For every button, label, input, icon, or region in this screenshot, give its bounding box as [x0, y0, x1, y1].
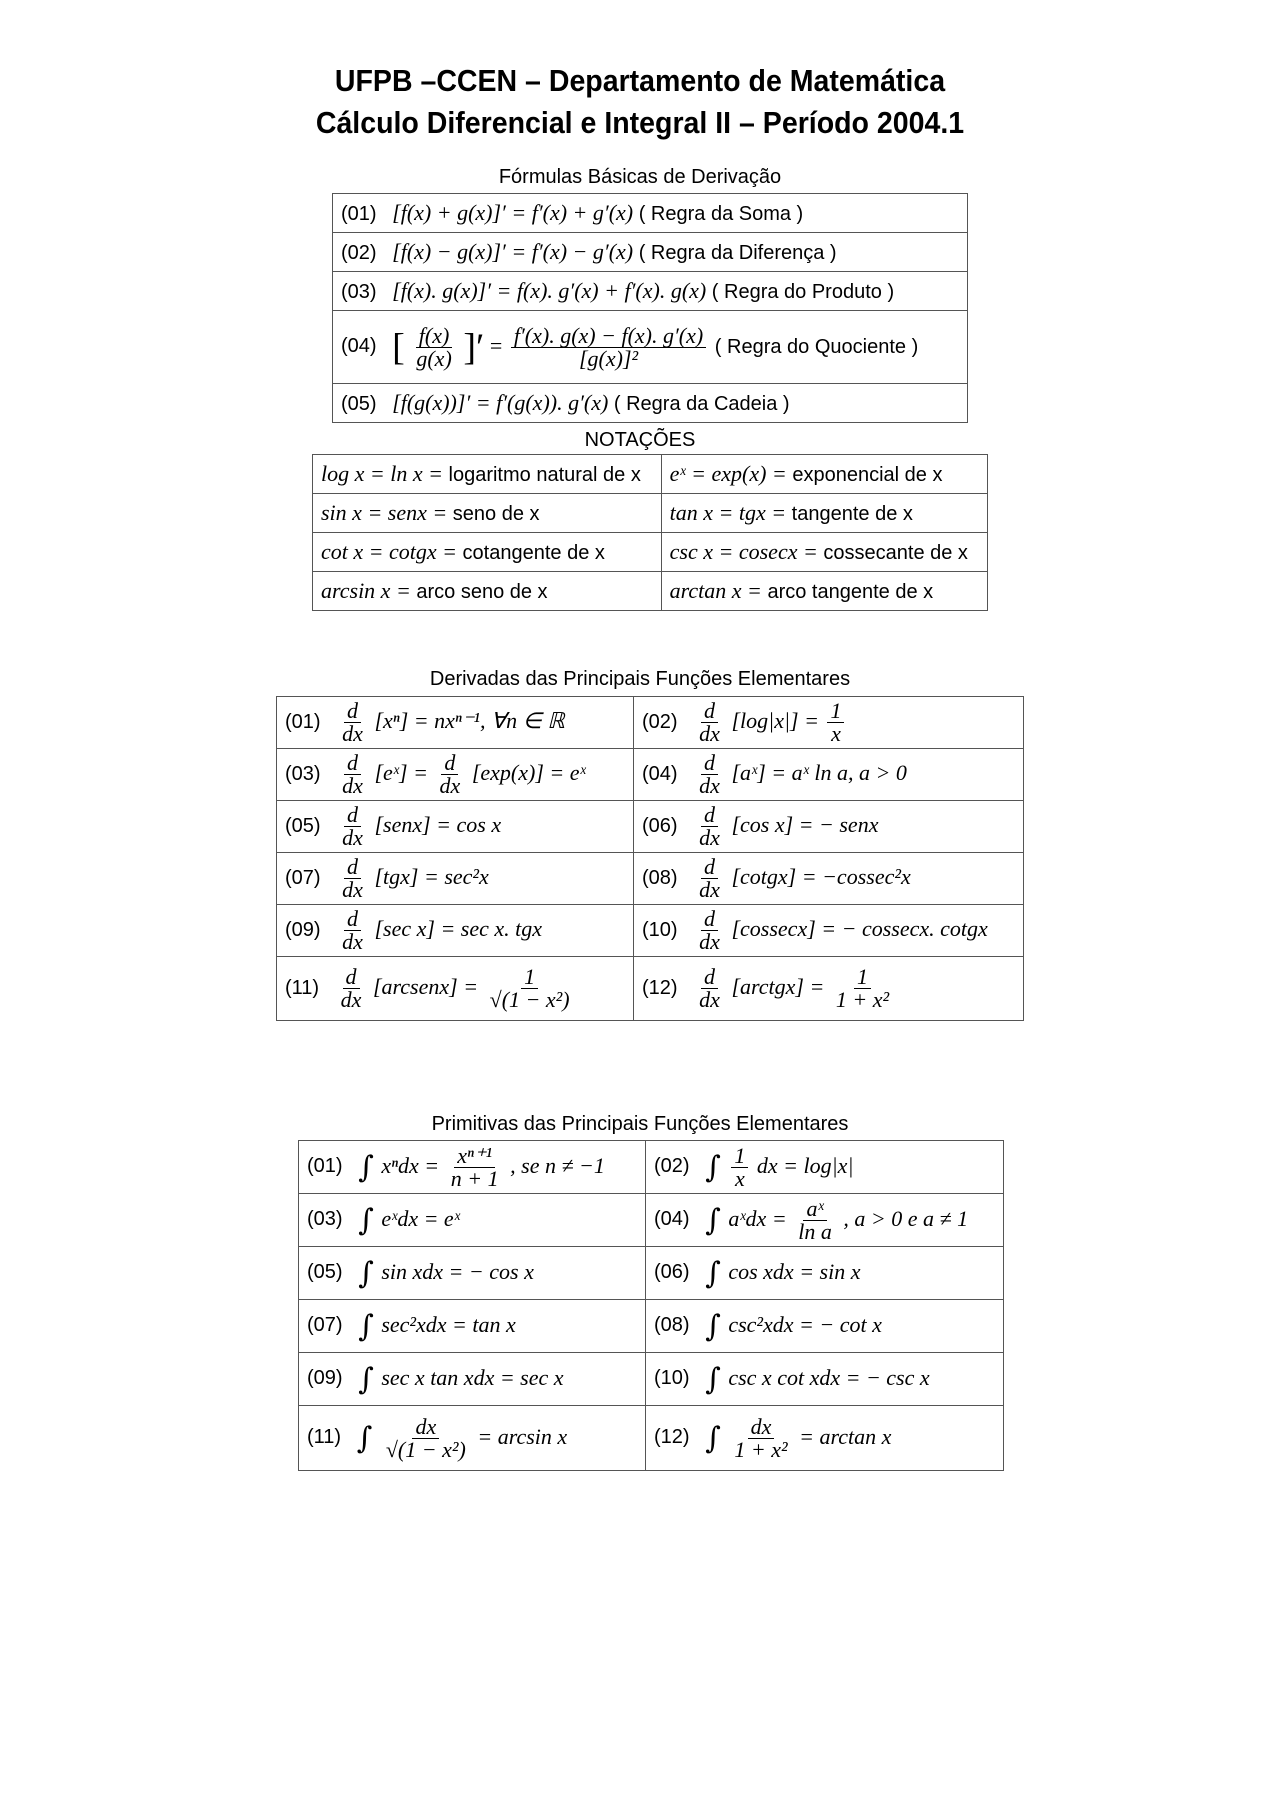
formula-number: (11) — [285, 976, 320, 999]
fraction-numerator: d — [701, 752, 718, 775]
fraction-denominator: 1 + x² — [734, 1436, 788, 1462]
ddx-operator — [339, 700, 366, 745]
primitive-cell — [646, 1194, 1004, 1247]
table-row — [313, 533, 988, 572]
formula-number: (04) — [642, 762, 678, 785]
table-row — [299, 1194, 1004, 1247]
notation-text: tangente de x — [791, 503, 913, 525]
fraction-numerator: aˣ — [803, 1198, 826, 1221]
document-header — [0, 60, 1280, 144]
formula-expression: [f(x) − g(x)]′ = f′(x) − g′(x) — [392, 239, 634, 264]
table-row — [299, 1353, 1004, 1406]
formula-number: (08) — [654, 1314, 690, 1337]
fraction-numerator: 1 — [827, 700, 844, 723]
notation-expression: tan x = tgx = — [669, 500, 787, 525]
notation-text: cossecante de x — [823, 542, 968, 564]
notation-text: arco tangente de x — [767, 581, 934, 603]
table-row — [333, 272, 968, 311]
fraction-numerator: d — [343, 966, 360, 989]
notation-text: logaritmo natural de x — [448, 464, 641, 486]
formula-expression: [xⁿ] = nxⁿ⁻¹, ∀n ∈ ℝ — [374, 707, 565, 733]
integral-sign: ∫ — [705, 1308, 721, 1344]
formula-number: (02) — [654, 1155, 690, 1178]
notation-cell — [661, 494, 987, 533]
formula-expression: sec²xdx = tan x — [381, 1311, 516, 1337]
formula-number: (05) — [285, 814, 321, 837]
formula-expression: , a > 0 e a ≠ 1 — [843, 1205, 969, 1231]
formula-expression: sec x tan xdx = sec x — [381, 1364, 564, 1390]
derivative-cell — [277, 957, 634, 1021]
notation-cell — [313, 533, 662, 572]
integral-sign: ∫ — [356, 1420, 373, 1456]
primitive-cell — [646, 1247, 1004, 1300]
derivative-cell — [277, 853, 634, 905]
primitive-cell — [299, 1141, 646, 1194]
fraction-denominator: √(1 − x²) — [489, 987, 570, 1012]
formula-expression: csc²xdx = − cot x — [728, 1311, 882, 1337]
formula-number: (11) — [307, 1426, 342, 1449]
table-row — [333, 384, 968, 423]
integral-sign: ∫ — [705, 1255, 721, 1291]
formula-number: (01) — [341, 203, 377, 225]
derivative-cell — [634, 801, 1024, 853]
fraction-denominator: x — [831, 721, 841, 746]
formula-expression: [cossecx] = − cossecx. cotgx — [731, 915, 988, 941]
primitives-table — [298, 1140, 1004, 1471]
formula-expression: [eˣ] = — [374, 759, 428, 785]
fraction-denominator: x — [734, 1165, 745, 1191]
derivatives-table — [276, 696, 1024, 1021]
formula-number: (02) — [341, 242, 377, 264]
formula-cell — [333, 311, 968, 384]
fraction-denominator: dx — [342, 929, 363, 954]
fraction-denominator: dx — [342, 721, 363, 746]
formula-number: (06) — [654, 1261, 690, 1284]
formula-number: (04) — [341, 335, 377, 358]
integral-sign: ∫ — [705, 1361, 721, 1397]
formula-expression: , se n ≠ −1 — [510, 1152, 605, 1178]
fraction — [511, 322, 706, 371]
fraction-numerator: d — [701, 908, 718, 931]
derivative-cell — [634, 749, 1024, 801]
fraction-numerator: 1 — [854, 966, 871, 989]
table-row — [277, 749, 1024, 801]
fraction — [383, 1413, 469, 1462]
fraction-denominator: dx — [342, 825, 363, 850]
formula-expression: = arctan x — [799, 1423, 892, 1449]
table-row — [277, 905, 1024, 957]
notation-expression: csc x = cosecx = — [669, 539, 818, 564]
derivative-cell — [634, 853, 1024, 905]
formula-number: (04) — [654, 1208, 690, 1231]
formula-number: (08) — [642, 866, 678, 889]
ddx-operator — [338, 966, 365, 1011]
header-line-1: UFPB –CCEN – Departamento de Matemática — [334, 63, 946, 98]
basic-formulas-table — [332, 193, 968, 423]
derivative-cell — [277, 697, 634, 749]
ddx-operator — [436, 752, 463, 797]
ddx-operator — [696, 966, 723, 1011]
notation-text: cotangente de x — [462, 542, 605, 564]
notations-table — [312, 454, 988, 611]
ddx-operator — [696, 856, 723, 901]
integral-sign: ∫ — [358, 1361, 374, 1397]
primitive-cell — [299, 1353, 646, 1406]
fraction-numerator: dx — [412, 1416, 439, 1439]
fraction — [833, 966, 892, 1011]
fraction — [795, 1195, 835, 1244]
fraction — [731, 1142, 748, 1191]
formula-number: (01) — [307, 1155, 343, 1178]
formula-number: (07) — [307, 1314, 343, 1337]
formula-number: (02) — [642, 710, 678, 733]
notation-expression: sin x = senx = — [321, 500, 448, 525]
header-line-2: Cálculo Diferencial e Integral II – Período 2004.1 — [315, 105, 965, 140]
derivative-cell — [277, 905, 634, 957]
formula-expression: [arctgx] = — [731, 973, 825, 999]
formula-cell — [333, 233, 968, 272]
formula-expression: = arcsin x — [477, 1423, 568, 1449]
derivative-cell — [634, 905, 1024, 957]
fraction-denominator: 1 + x² — [835, 987, 890, 1012]
formula-label: ( Regra da Soma ) — [638, 203, 804, 225]
formula-expression: [arcsenx] = — [372, 973, 479, 999]
fraction-denominator: dx — [699, 877, 720, 902]
derivative-cell — [277, 801, 634, 853]
derivative-cell — [277, 749, 634, 801]
formula-number: (09) — [285, 918, 321, 941]
notations-title: NOTAÇÕES — [584, 429, 696, 451]
formula-expression: csc x cot xdx = − csc x — [728, 1364, 930, 1390]
fraction — [413, 322, 454, 371]
table-row — [277, 697, 1024, 749]
primitive-cell — [646, 1406, 1004, 1471]
integral-sign: ∫ — [358, 1308, 374, 1344]
formula-label: ( Regra da Cadeia ) — [613, 393, 790, 415]
fraction-numerator: 1 — [521, 966, 538, 989]
ddx-operator — [339, 752, 366, 797]
derivatives-title: Derivadas das Principais Funções Elementares — [429, 668, 851, 690]
formula-expression: [cos x] = − senx — [731, 811, 879, 837]
formula-number: (09) — [307, 1367, 343, 1390]
fraction-numerator: d — [701, 700, 718, 723]
integral-sign: ∫ — [358, 1149, 374, 1185]
table-row — [299, 1141, 1004, 1194]
primitives-title: Primitivas das Principais Funções Elementares — [431, 1113, 849, 1135]
primitive-cell — [299, 1406, 646, 1471]
ddx-operator — [339, 804, 366, 849]
ddx-operator — [696, 908, 723, 953]
notation-cell — [313, 572, 662, 611]
integral-sign: ∫ — [358, 1202, 374, 1238]
fraction-denominator: dx — [342, 877, 363, 902]
formula-number: (10) — [654, 1367, 690, 1390]
fraction-denominator: dx — [699, 929, 720, 954]
formula-number: (12) — [642, 976, 678, 999]
primitive-cell — [299, 1194, 646, 1247]
formula-number: (05) — [307, 1261, 343, 1284]
table-row — [299, 1247, 1004, 1300]
table-row — [299, 1406, 1004, 1471]
notation-text: exponencial de x — [792, 464, 943, 486]
fraction-numerator: d — [701, 966, 718, 989]
formula-cell — [333, 272, 968, 311]
notation-cell — [313, 455, 662, 494]
formula-expression: cos xdx = sin x — [728, 1258, 861, 1284]
notation-expression: log x = ln x = — [321, 461, 443, 486]
fraction-numerator: d — [344, 804, 361, 827]
ddx-operator — [696, 752, 723, 797]
formula-number: (03) — [285, 762, 321, 785]
integral-sign: ∫ — [705, 1420, 721, 1456]
formula-expression: [sec x] = sec x. tgx — [374, 915, 543, 941]
derivative-cell — [634, 697, 1024, 749]
formula-expression: sin xdx = − cos x — [381, 1258, 534, 1284]
integral-sign: ∫ — [705, 1149, 721, 1185]
primitive-cell — [646, 1353, 1004, 1406]
formula-number: (03) — [341, 281, 377, 303]
ddx-operator — [339, 908, 366, 953]
formula-expression: [log|x|] = — [731, 707, 819, 733]
fraction-denominator: ln a — [798, 1218, 832, 1244]
formula-number: (05) — [341, 393, 377, 415]
table-row — [277, 853, 1024, 905]
table-row — [313, 494, 988, 533]
formula-label: ( Regra do Quociente ) — [714, 335, 919, 358]
fraction-numerator: xⁿ⁺¹ — [454, 1145, 495, 1168]
notation-text: arco seno de x — [416, 581, 548, 603]
fraction-numerator: d — [344, 752, 361, 775]
notation-cell — [313, 494, 662, 533]
ddx-operator — [696, 700, 723, 745]
fraction-numerator: d — [441, 752, 458, 775]
formula-cell — [333, 384, 968, 423]
fraction-numerator: f(x) — [416, 325, 453, 348]
derivative-cell — [634, 957, 1024, 1021]
fraction — [731, 1413, 790, 1462]
formula-number: (12) — [654, 1426, 690, 1449]
formula-cell — [333, 194, 968, 233]
fraction-numerator: f′(x). g(x) − f(x). g′(x) — [511, 325, 706, 348]
formula-number: (03) — [307, 1208, 343, 1231]
formula-label: ( Regra do Produto ) — [711, 281, 895, 303]
fraction-numerator: d — [344, 908, 361, 931]
fraction-denominator: dx — [699, 721, 720, 746]
fraction-denominator: dx — [439, 773, 461, 798]
fraction-denominator: g(x) — [416, 345, 452, 371]
formula-number: (10) — [642, 918, 678, 941]
formula-expression: [cotgx] = −cossec²x — [731, 863, 911, 889]
formula-expression: [tgx] = sec²x — [374, 863, 489, 889]
primitive-cell — [646, 1141, 1004, 1194]
formula-expression: xⁿdx = — [381, 1152, 440, 1178]
table-row — [277, 801, 1024, 853]
notation-expression: cot x = cotgx = — [321, 539, 457, 564]
fraction-numerator: dx — [748, 1416, 775, 1439]
integral-sign: ∫ — [358, 1255, 374, 1291]
notation-expression: arcsin x = — [321, 578, 411, 603]
formula-label: ( Regra da Diferença ) — [638, 242, 837, 264]
fraction-denominator: dx — [340, 987, 362, 1012]
formula-expression: [f(x) + g(x)]′ = f′(x) + g′(x) — [392, 200, 634, 225]
formula-expression: dx = log|x| — [756, 1152, 854, 1178]
primitive-cell — [299, 1247, 646, 1300]
left-bracket: [ — [392, 326, 405, 368]
fraction-denominator: dx — [342, 773, 363, 798]
table-row — [313, 455, 988, 494]
right-bracket: ]′ — [463, 326, 485, 368]
formula-expression: eˣdx = eˣ — [381, 1205, 460, 1231]
formula-expression: [exp(x)] = eˣ — [471, 759, 586, 785]
basic-formulas-title: Fórmulas Básicas de Derivação — [498, 166, 782, 188]
primitive-cell — [646, 1300, 1004, 1353]
fraction-denominator: dx — [699, 987, 720, 1012]
fraction — [827, 700, 844, 745]
formula-expression: [f(g(x))]′ = f′(g(x)). g′(x) — [392, 390, 609, 415]
notation-cell — [661, 455, 987, 494]
fraction-numerator: d — [701, 804, 718, 827]
fraction-denominator: dx — [699, 773, 720, 798]
table-row — [299, 1300, 1004, 1353]
ddx-operator — [696, 804, 723, 849]
formula-expression: [senx] = cos x — [374, 811, 502, 837]
fraction-denominator: √(1 − x²) — [385, 1436, 466, 1462]
fraction-numerator: d — [701, 856, 718, 879]
formula-number: (06) — [642, 814, 678, 837]
fraction-numerator: d — [344, 856, 361, 879]
notation-text: seno de x — [452, 503, 540, 525]
notation-cell — [661, 533, 987, 572]
formula-number: (07) — [285, 866, 321, 889]
fraction — [448, 1142, 502, 1191]
fraction-denominator: dx — [699, 825, 720, 850]
table-row — [333, 194, 968, 233]
integral-sign: ∫ — [705, 1202, 721, 1238]
fraction-numerator: d — [344, 700, 361, 723]
notation-expression: arctan x = — [669, 578, 762, 603]
formula-number: (01) — [285, 710, 321, 733]
table-row — [333, 233, 968, 272]
table-row — [333, 311, 968, 384]
table-row — [313, 572, 988, 611]
fraction — [487, 966, 573, 1011]
formula-expression: aˣdx = — [728, 1205, 787, 1231]
notation-expression: eˣ = exp(x) = — [669, 461, 787, 486]
ddx-operator — [339, 856, 366, 901]
fraction-numerator: 1 — [731, 1145, 748, 1168]
formula-expression: [f(x). g(x)]′ = f(x). g′(x) + f′(x). g(x) — [392, 278, 707, 303]
formula-expression: [aˣ] = aˣ ln a, a > 0 — [731, 759, 907, 785]
equals-sign: = — [489, 332, 503, 358]
fraction-denominator: n + 1 — [450, 1165, 499, 1191]
primitive-cell — [299, 1300, 646, 1353]
table-row — [277, 957, 1024, 1021]
notation-cell — [661, 572, 987, 611]
fraction-denominator: [g(x)]² — [578, 345, 639, 371]
